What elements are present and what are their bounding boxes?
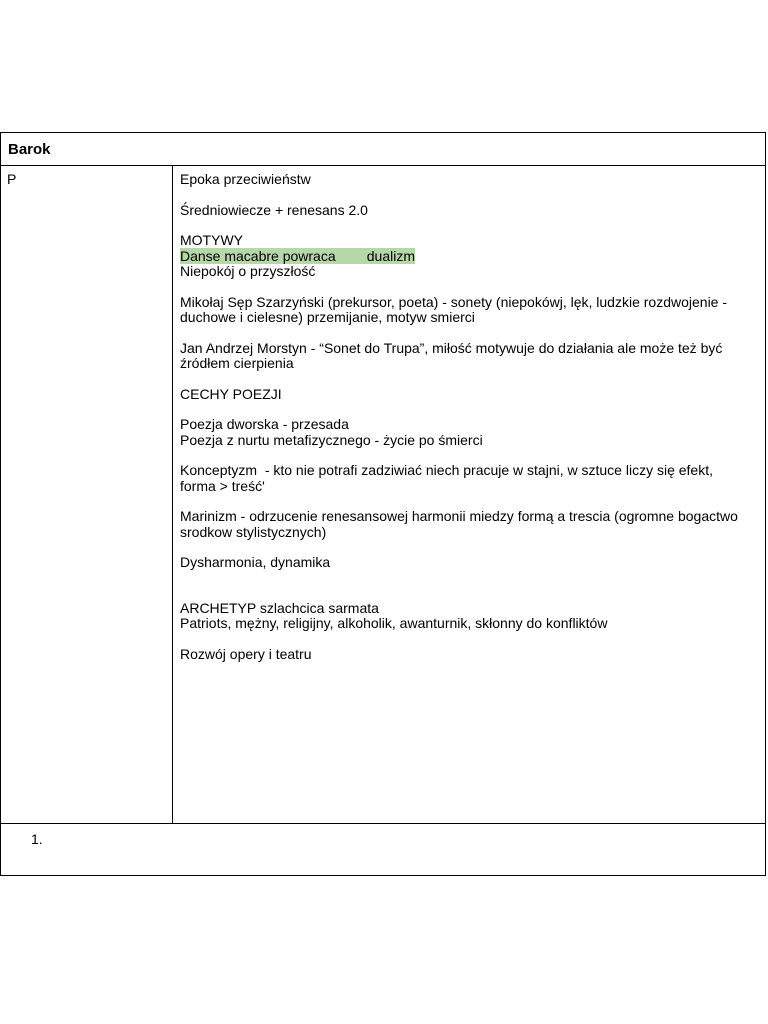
note-line: ARCHETYP szlachcica sarmata bbox=[180, 599, 379, 616]
note-line: Marinizm - odrzucenie renesansowej harmonii miedzy formą a trescia (ogromne bogactwo srodkow stylistycznych) bbox=[180, 508, 742, 540]
note-line: Dysharmonia, dynamika bbox=[180, 554, 331, 570]
note-line: Patriots, mężny, religijny, alkoholik, awanturnik, skłonny do konfliktów bbox=[180, 615, 608, 631]
note-line: Epoka przeciwieństw bbox=[180, 171, 311, 187]
footer-row bbox=[1, 824, 765, 875]
highlighted-text: Danse macabre powraca dualizm bbox=[180, 247, 415, 264]
note-line: Konceptyzm - kto nie potrafi zadziwiać niech pracuje w stajni, w sztuce liczy się efekt, forma > treść' bbox=[180, 462, 717, 494]
note-line: Poezja z nurtu metafizycznego - życie po śmierci bbox=[180, 431, 483, 448]
right-cell bbox=[173, 166, 765, 823]
note-line: Poezja dworska - przesada bbox=[180, 416, 349, 432]
note-line: Niepokój o przyszłość bbox=[180, 263, 316, 279]
title-row bbox=[1, 133, 765, 166]
note-line: Jan Andrzej Morstyn - “Sonet do Trupa”, miłość motywuje do działania ale może też być źródłem cierpienia bbox=[180, 339, 727, 371]
document-title: Barok bbox=[8, 141, 51, 158]
list-marker: 1. bbox=[31, 831, 43, 847]
document-table bbox=[0, 132, 766, 876]
left-cell bbox=[1, 166, 173, 823]
notes-content bbox=[180, 172, 747, 662]
section-heading-motywy: MOTYWY bbox=[180, 232, 243, 248]
section-heading-cechy-poezji: CECHY POEZJI bbox=[180, 385, 282, 402]
note-line: Średniowiecze + renesans 2.0 bbox=[180, 201, 368, 218]
left-cell-text: P bbox=[7, 171, 17, 187]
note-line: Mikołaj Sęp Szarzyński (prekursor, poeta) - sonety (niepokówj, lęk, ludzkie rozdwojenie - duchowe i cielesne) przemijanie, motyw smierci bbox=[180, 293, 731, 325]
content-row bbox=[1, 166, 765, 824]
note-line: Rozwój opery i teatru bbox=[180, 645, 312, 662]
